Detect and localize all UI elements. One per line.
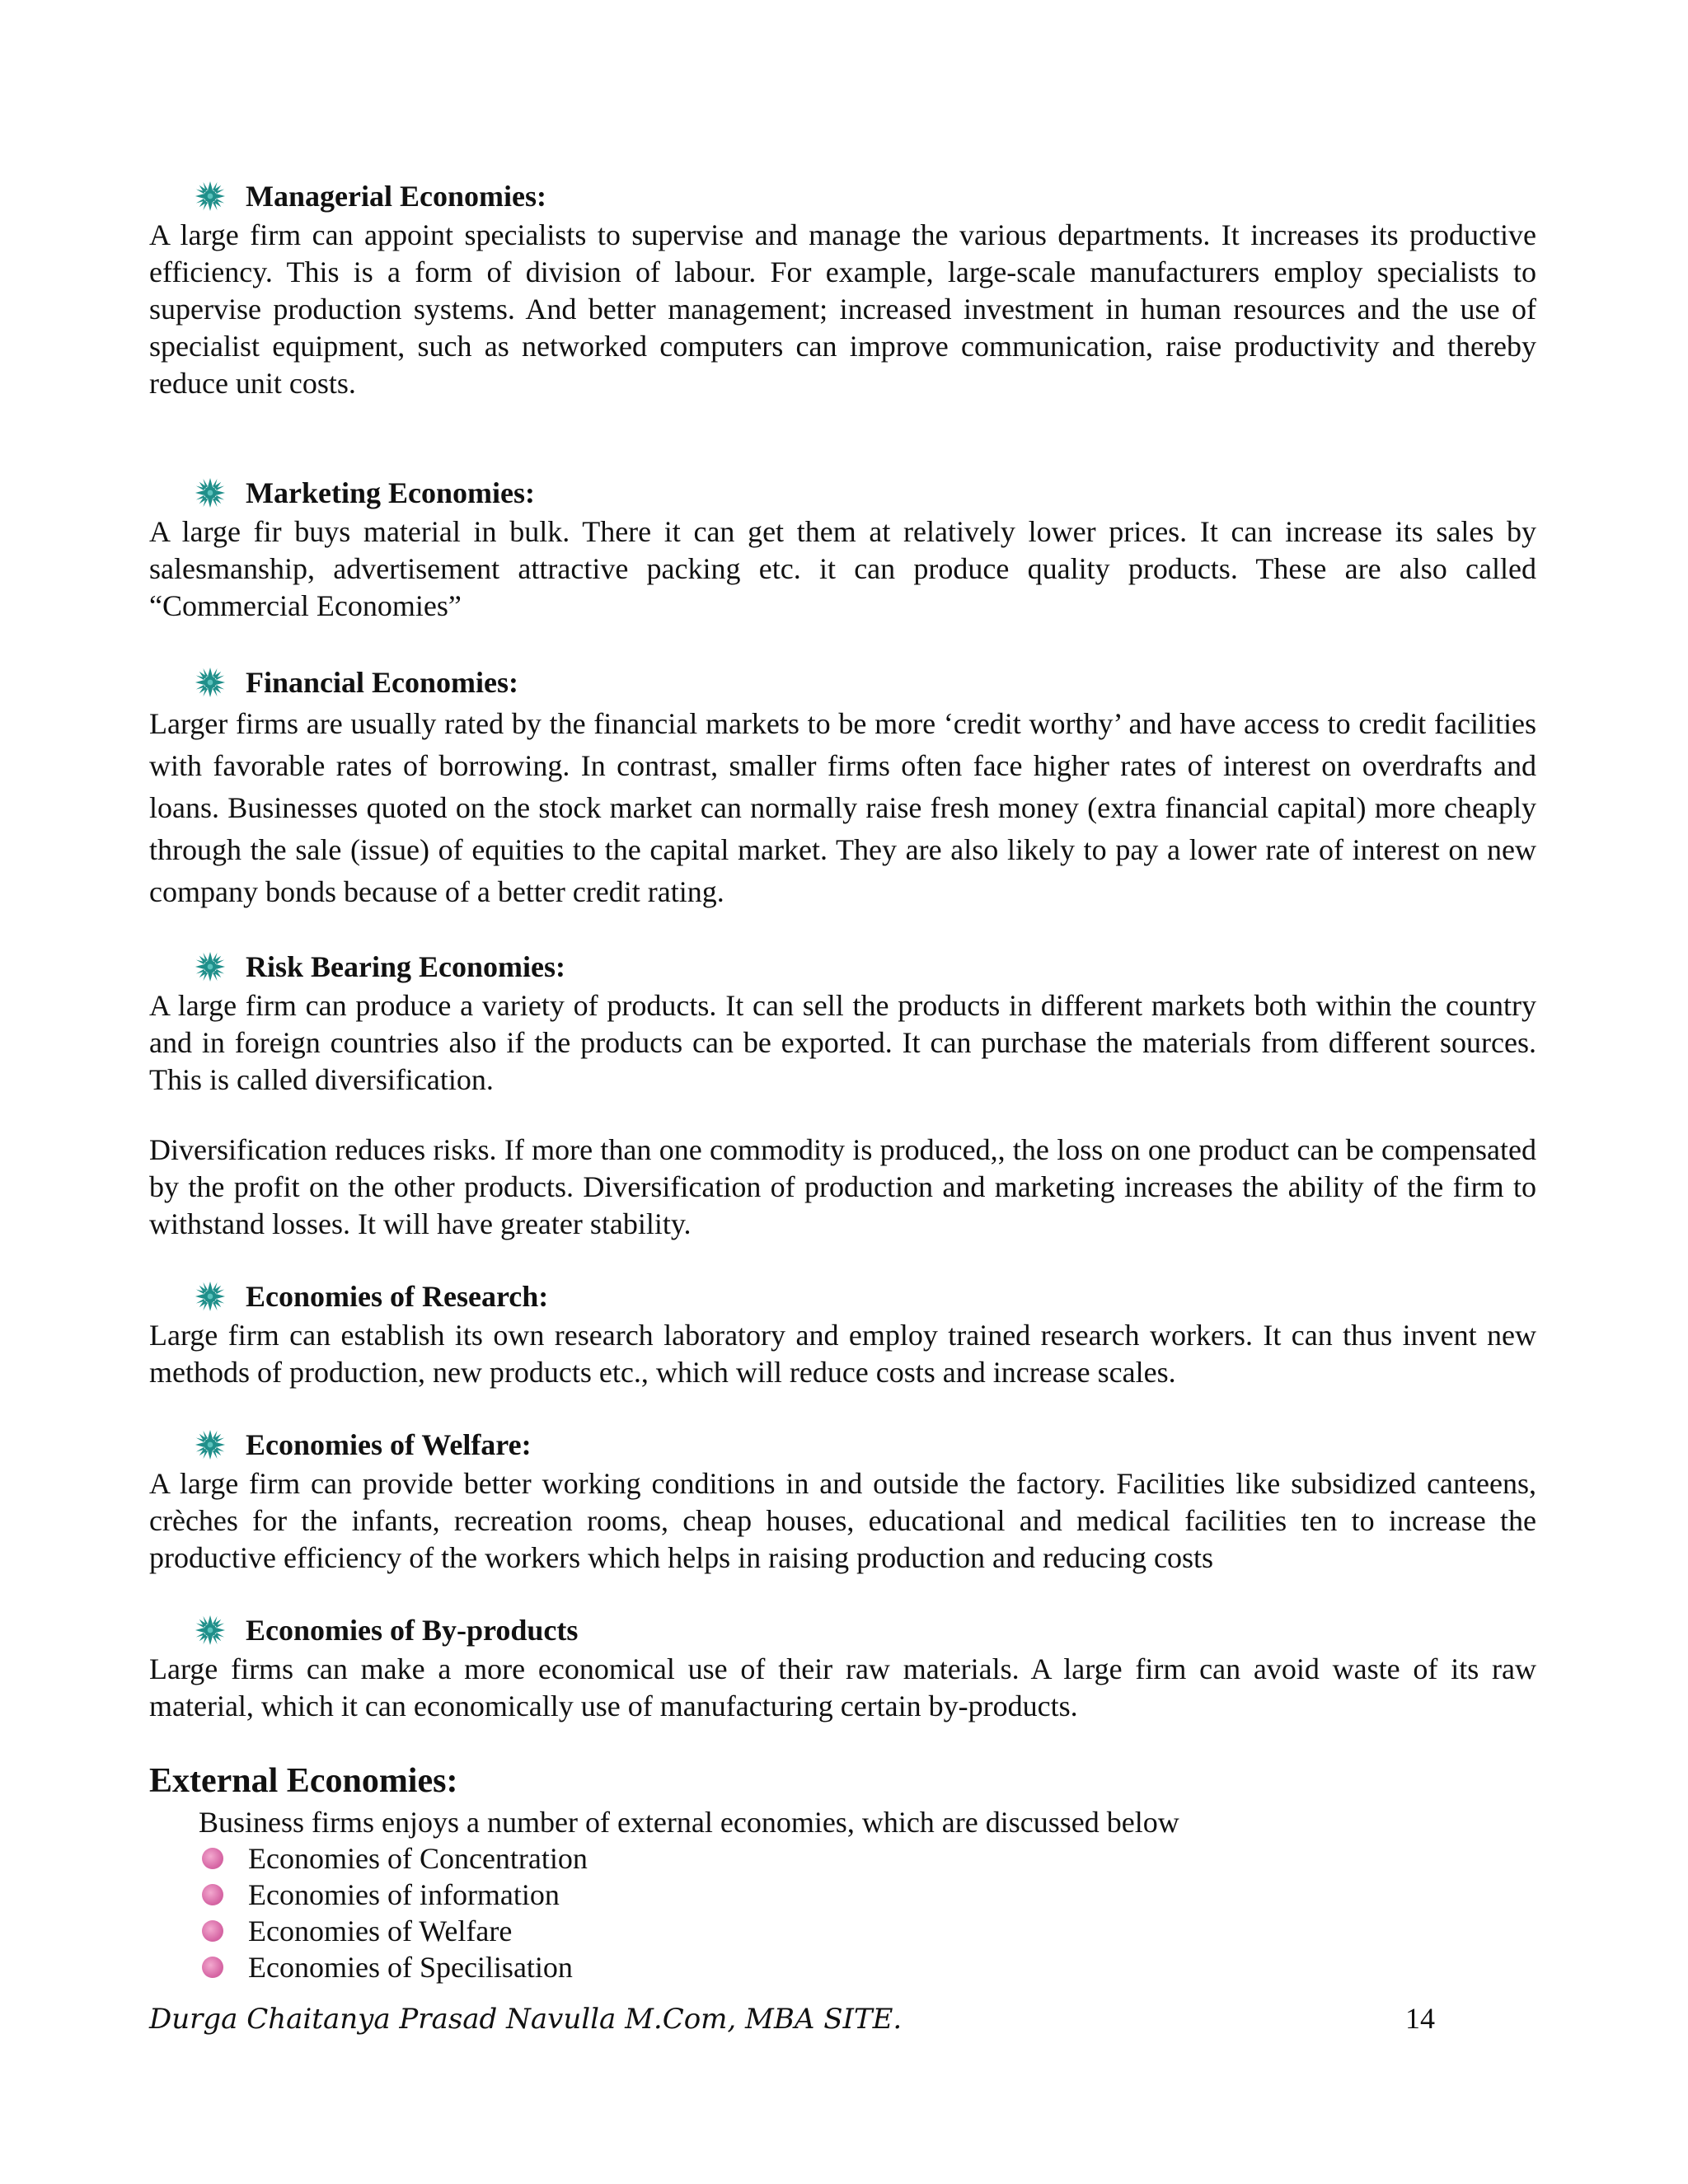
section-body-continued: Diversification reduces risks. If more than one commodity is produced,, the loss on one product can be compensated by the profit on the other products. Diversification of production and marketing increases the ability of the firm to withstand losses. It will have greater stability. [149,1133,1536,1240]
heading-label: Economies of By-products [246,1614,579,1647]
heading-label: Economies of Research: [246,1280,549,1313]
section-body: A large firm can appoint specialists to supervise and manage the various departments. It increases its productive efficiency. This is a form of division of labour. For example, large-scale manufacturers employ specialists to supervise production systems. And better management; increased investment in human resources and the use of specialist equipment, such as networked computers can improve communication, raise productivity and thereby reduce unit costs. [149,218,1536,400]
pink-dot-bullet-icon [202,1920,223,1942]
section-heading [149,1276,1536,1317]
section-welfare [149,1424,1536,1577]
section-body: A large firm can provide better working conditions in and outside the factory. Facilities like subsidized canteens, crèches for the infants, recreation rooms, cheap houses, educational and medical facilities ten to increase the productive efficiency of the workers which helps in raising production and reducing costs [149,1467,1536,1574]
section-heading [149,176,1536,217]
teal-gear-bullet-icon [195,1615,226,1646]
footer-author: Durga Chaitanya Prasad Navulla M.Com, MBA SITE. [149,2003,903,2036]
section-by-products [149,1610,1536,1725]
external-economies-intro: Business firms enjoys a number of external economies, which are discussed below [199,1806,1179,1839]
page-footer [149,2001,1435,2036]
external-economies-title: External Economies: [149,1762,458,1800]
pink-dot-bullet-icon [202,1957,223,1978]
heading-label: Marketing Economies: [246,476,535,509]
section-body: Larger firms are usually rated by the financial markets to be more ‘credit worthy’ and have access to credit facilities with favorable rates of borrowing. In contrast, smaller firms often face higher rates of interest on overdrafts and loans. Businesses quoted on the stock market can normally raise fresh money (extra financial capital) more cheaply through the sale (issue) of equities to the capital market. They are also likely to pay a lower rate of interest on new company bonds because of a better credit rating. [149,707,1536,908]
teal-gear-bullet-icon [195,667,226,698]
teal-gear-bullet-icon [195,1429,226,1460]
section-body: Large firm can establish its own research laboratory and employ trained research workers. It can thus invent new methods of production, new products etc., which will reduce costs and increase scales. [149,1319,1536,1389]
pink-dot-bullet-icon [202,1884,223,1905]
teal-gear-bullet-icon [195,180,226,212]
heading-label: Financial Economies: [246,666,518,699]
section-financial [149,662,1536,913]
list-item [149,1949,1536,1985]
section-body: A large firm can produce a variety of products. It can sell the products in different markets both within the country and in foreign countries also if the products can be exported. It can purchase the materials from different sources. This is called diversification. [149,989,1536,1096]
external-economies-list [149,1840,1536,1985]
section-heading [149,472,1536,513]
list-item [149,1913,1536,1949]
heading-label: Economies of Welfare: [246,1428,532,1461]
list-item-label: Economies of Specilisation [248,1951,573,1984]
section-heading [149,1610,1536,1651]
section-body: Large firms can make a more economical use of their raw materials. A large firm can avoid waste of its raw material, which it can economically use of manufacturing certain by-products. [149,1652,1536,1722]
list-item-label: Economies of Welfare [248,1915,513,1947]
list-item [149,1840,1536,1877]
section-external-economies [149,1758,1536,1985]
section-marketing [149,472,1536,625]
list-item-label: Economies of information [248,1878,560,1911]
section-heading [149,946,1536,987]
teal-gear-bullet-icon [195,951,226,982]
section-heading [149,662,1536,703]
section-risk-bearing [149,946,1536,1243]
list-item-label: Economies of Concentration [248,1842,588,1875]
page-number: 14 [1405,2002,1435,2035]
page-content [149,176,1536,1985]
heading-label: Risk Bearing Economies: [246,950,566,983]
heading-label: Managerial Economies: [246,180,546,213]
section-body: A large fir buys material in bulk. There it can get them at relatively lower prices. It can increase its sales by salesmanship, advertisement attractive packing etc. it can produce quality products. These are also called “Commercial Economies” [149,515,1536,622]
section-research [149,1276,1536,1391]
section-heading [149,1424,1536,1465]
list-item [149,1877,1536,1913]
section-managerial [149,176,1536,402]
teal-gear-bullet-icon [195,477,226,509]
pink-dot-bullet-icon [202,1848,223,1869]
teal-gear-bullet-icon [195,1281,226,1312]
